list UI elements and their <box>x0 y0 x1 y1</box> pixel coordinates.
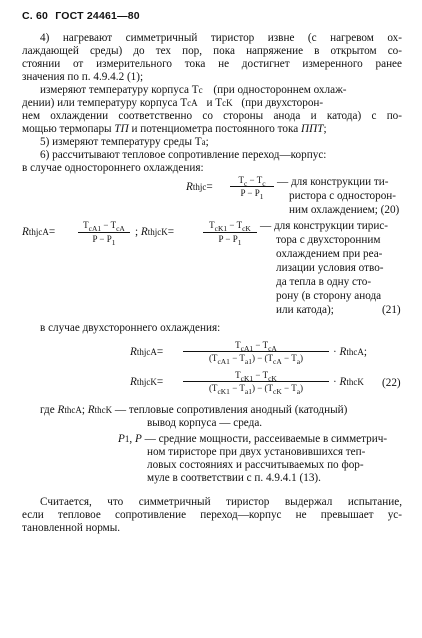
formula-rthjca-2: RthjcA= <box>130 346 164 358</box>
frac-rthjca2-den: $(T_{cA1} - T_{a1}) - (T_{cA} - T_a)$ <box>208 353 304 366</box>
where2-line4: муле в соответствии с п. 4.9.4.1 (13). <box>147 472 321 484</box>
desc2-line5: да тепла в одну сто- <box>276 276 372 288</box>
step-5: 5) измеряют температуру среды Ta; <box>40 136 209 148</box>
desc1-line3: ним охлаждением; (20) <box>289 204 400 216</box>
measure-line2: дении) или температуру корпуса TcA и TcK (при двухсторон- <box>22 97 324 109</box>
final-line1: Считается, что симметричный тиристор выдержал испытание, <box>40 496 402 508</box>
frac-rthjck-den: $P - P_1$ <box>218 234 242 247</box>
formula-rthjck-2: RthjcK= <box>130 376 164 388</box>
frac-bar <box>183 381 329 382</box>
final-line2: если тепловое сопротивление переход—корпус не превышает ус- <box>22 509 402 521</box>
frac-rthjck2-num: $T_{cK1} - T_{cK}$ <box>235 370 277 383</box>
frac-bar <box>203 232 257 233</box>
step-4-line1: 4) нагревают симметричный тиристор извне (с нагревом ох- <box>40 32 402 44</box>
formula-rthjck: ; RthjcK= <box>135 226 175 238</box>
step-4-line3: стоянии от измерительного тока не достигнет измеренного ранее <box>22 58 402 70</box>
final-line3: тановленной нормы. <box>22 522 121 534</box>
step-4-line4: значения по п. 4.9.4.2 (1); <box>22 71 144 83</box>
step-4-line2: лаждающей среды) до тех пор, пока напряжение в открытом со- <box>22 45 402 57</box>
frac-rthjck2-den: $(T_{cK1} - T_{a1}) - (T_{cK} - T_a)$ <box>208 383 304 396</box>
step-6: 6) рассчитывают тепловое сопротивление переход—корпус: <box>40 149 327 161</box>
where2-line3: ловых состояниях и рассчитываемых по фор- <box>147 459 364 471</box>
where2-line2: ном тиристоре при двух установившихся теп- <box>147 446 366 458</box>
desc1-line1: — для конструкции ти- <box>277 176 389 188</box>
frac-rthjca-den: $P - P_1$ <box>92 234 116 247</box>
frac-rthjc-num: $T_c - T_c$ <box>238 175 266 188</box>
equation-number-21: (21) <box>382 304 401 316</box>
frac-bar <box>183 351 329 352</box>
frac-rthjc-den: $P - P_1$ <box>240 188 264 201</box>
frac-rthjca-num: $T_{cA1} - T_{cA}$ <box>83 220 125 233</box>
formula-rthjc: Rthjc= <box>186 181 213 193</box>
desc2-line6: рону (в сторону анода <box>276 290 382 302</box>
equation-number-22: (22) <box>382 377 401 389</box>
where-line1: где RthcA; RthcK — тепловые сопротивления анодный (катодный) <box>40 404 348 416</box>
measure-line4: мощью термопары ТП и потенциометра постоянного тока ППТ; <box>22 123 327 135</box>
frac-bar <box>78 232 130 233</box>
frac-rthjck-num: $T_{cK1} - T_{cK}$ <box>209 220 251 233</box>
desc2-line2: тора с двухсторонним <box>276 234 381 246</box>
desc2-line7: или катода); <box>276 304 334 316</box>
desc2-line4: лизации условия отво- <box>276 262 384 274</box>
formula-rthck: · RthcK <box>333 376 364 388</box>
where2-line1: P1, P — средние мощности, рассеиваемые в симметрич- <box>118 433 388 445</box>
where-line2: вывод корпуса — среда. <box>147 417 263 429</box>
one-side-cooling: в случае одностороннего охлаждения: <box>22 162 204 174</box>
frac-bar <box>230 186 274 187</box>
measure-line1: измеряют температуру корпуса Tc (при одностороннем охлаж- <box>40 84 347 96</box>
formula-rthjca: RthjcA= <box>22 226 56 238</box>
page-number: С. 60 <box>22 10 49 22</box>
page-header <box>22 10 144 22</box>
frac-rthjca2-num: $T_{cA1} - T_{cA}$ <box>235 340 277 353</box>
measure-line3: нем охлаждении соответственно со стороны анода и катода) с по- <box>22 110 402 122</box>
desc1-line2: ристора с односторон- <box>289 190 397 202</box>
desc2-line3: охлаждением при реа- <box>276 248 383 260</box>
formula-rthca: · RthcA; <box>333 346 367 358</box>
desc2-line1: — для конструкции тирис- <box>260 220 389 232</box>
two-side-cooling: в случае двухстороннего охлаждения: <box>40 322 221 334</box>
standard-code: ГОСТ 24461—80 <box>55 10 140 22</box>
